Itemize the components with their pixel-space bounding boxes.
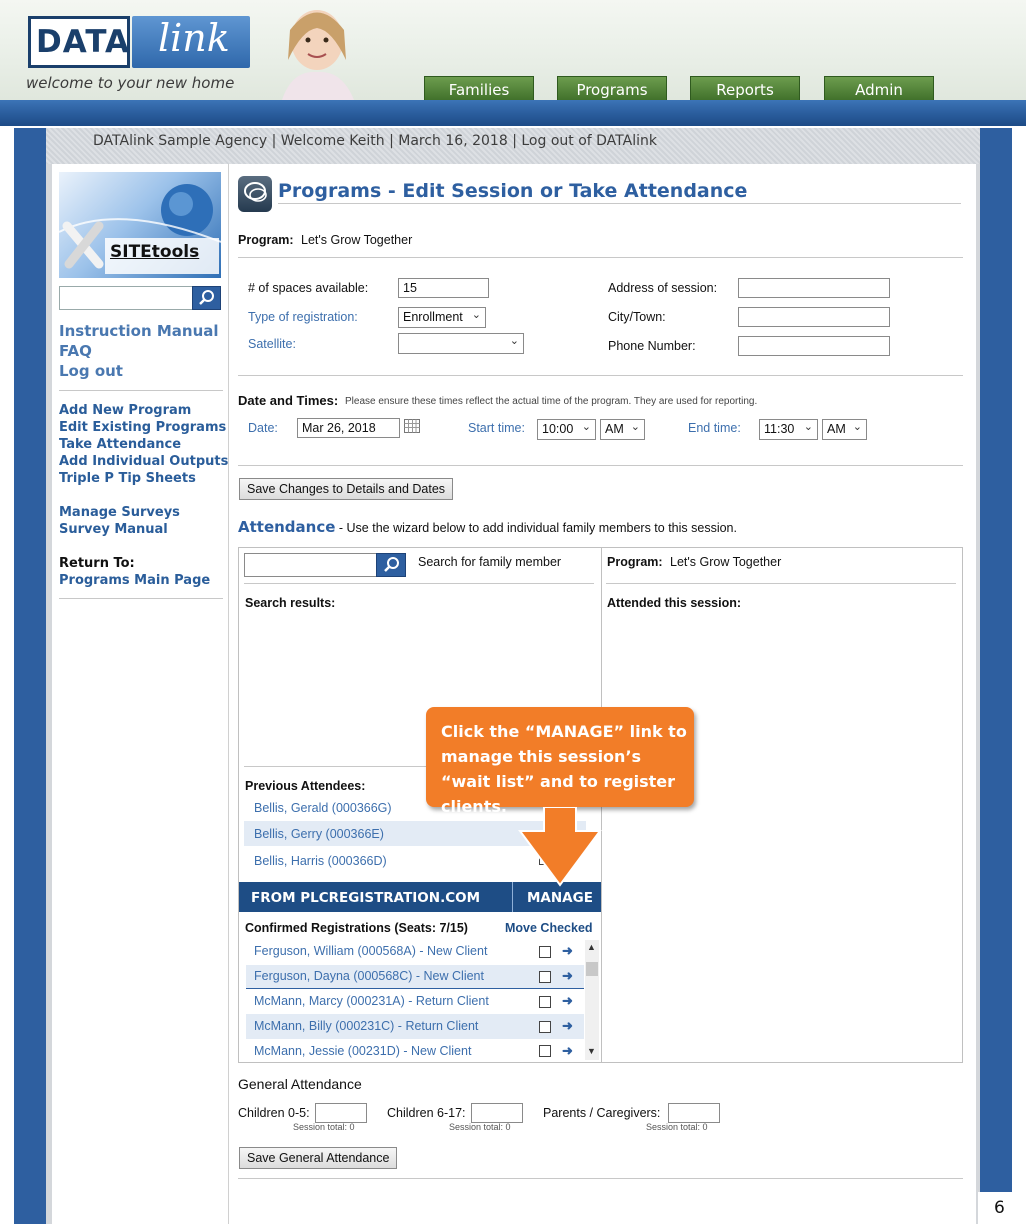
confirmed-registration-row[interactable]: McMann, Marcy (000231A) - Return Client	[254, 994, 489, 1008]
sidebar-search-input[interactable]	[59, 286, 193, 310]
end-time-label: End time:	[688, 421, 741, 435]
family-search-label: Search for family member	[418, 555, 562, 569]
chevron-down-icon: ⌄	[471, 309, 481, 321]
sidebar-return-to-label: Return To:	[59, 556, 135, 571]
right-program-name: Let's Grow Together	[670, 555, 782, 569]
nav-tab-reports[interactable]: Reports	[690, 76, 800, 102]
section-divider	[238, 257, 963, 258]
children-617-input[interactable]	[471, 1103, 523, 1123]
move-right-arrow-icon[interactable]: ➜	[562, 993, 573, 1008]
end-time-value: 11:30	[764, 422, 795, 436]
logo-link-text: link	[158, 16, 230, 60]
sidebar-divider	[59, 598, 223, 599]
separator: |	[389, 133, 394, 149]
section-divider	[238, 465, 963, 466]
city-label: City/Town:	[608, 310, 666, 324]
current-date: March 16, 2018	[398, 133, 508, 149]
datalink-logo	[22, 12, 252, 96]
address-input[interactable]	[738, 278, 890, 298]
confirmed-registration-row[interactable]: McMann, Billy (000231C) - Return Client	[254, 1019, 479, 1033]
registration-type-select[interactable]	[398, 307, 486, 328]
nav-tab-programs[interactable]: Programs	[557, 76, 667, 102]
separator: |	[512, 133, 517, 149]
callout-arrow-icon	[518, 807, 602, 887]
previous-attendees-label: Previous Attendees:	[245, 779, 366, 793]
sitetools-banner	[59, 172, 221, 278]
agency-name: DATAlink Sample Agency	[93, 133, 268, 149]
start-time-label: Start time:	[468, 421, 525, 435]
program-name: Let's Grow Together	[301, 233, 413, 247]
end-ampm-value: AM	[827, 422, 846, 436]
previous-attendee-row[interactable]: Bellis, Gerald (000366G)	[254, 801, 392, 815]
sidebar-link-instruction-manual[interactable]: Instruction Manual	[59, 322, 219, 340]
previous-attendee-row[interactable]: Bellis, Harris (000366D)	[254, 854, 387, 868]
chevron-down-icon: ⌄	[803, 421, 813, 433]
header-photo-girl	[262, 0, 372, 100]
confirmed-checkbox[interactable]	[539, 971, 551, 983]
chevron-down-icon: ⌄	[630, 421, 640, 433]
start-time-select[interactable]	[537, 419, 596, 440]
scroll-down-icon[interactable]: ▼	[587, 1046, 596, 1056]
panel-divider	[244, 583, 594, 584]
confirmed-checkbox[interactable]	[539, 946, 551, 958]
children-617-label: Children 6-17:	[387, 1106, 466, 1120]
dates-note: Please ensure these times reflect the actual time of the program. They are used for reporting.	[345, 396, 758, 407]
search-icon	[377, 554, 405, 576]
header-blue-bar	[0, 100, 1026, 126]
general-attendance-heading: General Attendance	[238, 1076, 362, 1092]
move-right-arrow-icon[interactable]: ➜	[562, 943, 573, 958]
scroll-up-icon[interactable]: ▲	[587, 942, 596, 952]
parents-label: Parents / Caregivers:	[543, 1106, 661, 1120]
end-ampm-select[interactable]	[822, 419, 867, 440]
parents-session-total: Session total: 0	[646, 1122, 708, 1132]
page-number: 6	[994, 1198, 1005, 1218]
title-underline	[278, 203, 961, 204]
children-617-session-total: Session total: 0	[449, 1122, 511, 1132]
sidebar-link-manage-surveys[interactable]: Manage Surveys	[59, 505, 180, 520]
move-right-arrow-icon[interactable]: ➜	[562, 968, 573, 983]
confirmed-registration-row[interactable]: McMann, Jessie (00231D) - New Client	[254, 1044, 472, 1058]
calendar-icon[interactable]	[404, 419, 420, 433]
registration-type-label: Type of registration:	[248, 310, 358, 324]
attendance-subheading: - Use the wizard below to add individual family members to this session.	[335, 521, 737, 535]
sidebar-link-add-individual-outputs[interactable]: Add Individual Outputs	[59, 454, 229, 469]
confirmed-registration-row[interactable]: Ferguson, William (000568A) - New Client	[254, 944, 488, 958]
sidebar-divider	[59, 390, 223, 391]
program-label: Program:	[238, 233, 294, 247]
attendance-heading-row	[238, 518, 737, 536]
satellite-select[interactable]	[398, 333, 524, 354]
move-right-arrow-icon[interactable]: ➜	[562, 1018, 573, 1033]
nav-tab-families[interactable]: Families	[424, 76, 534, 102]
plc-registration-label: FROM PLCREGISTRATION.COM	[251, 890, 481, 906]
sitetools-graphic	[59, 172, 221, 278]
phone-input[interactable]	[738, 336, 890, 356]
chevron-down-icon: ⌄	[852, 421, 862, 433]
confirmed-checkbox[interactable]	[539, 1045, 551, 1057]
start-ampm-value: AM	[605, 422, 624, 436]
registration-type-value: Enrollment	[403, 310, 463, 324]
phone-label: Phone Number:	[608, 339, 696, 353]
sidebar-link-edit-existing-programs[interactable]: Edit Existing Programs	[59, 420, 227, 435]
move-checked-link[interactable]: Move Checked	[505, 921, 593, 935]
date-label: Date:	[248, 421, 278, 435]
parents-input[interactable]	[668, 1103, 720, 1123]
save-details-button[interactable]: Save Changes to Details and Dates	[239, 478, 453, 500]
sidebar-link-triple-p-tip-sheets[interactable]: Triple P Tip Sheets	[59, 471, 196, 486]
logout-link[interactable]: Log out of DATAlink	[521, 133, 657, 149]
logo-tagline: welcome to your new home	[26, 74, 235, 92]
sidebar-link-logout[interactable]: Log out	[59, 362, 123, 380]
start-ampm-select[interactable]	[600, 419, 645, 440]
children-05-session-total: Session total: 0	[293, 1122, 355, 1132]
top-info-line	[93, 133, 657, 149]
chevron-down-icon: ⌄	[509, 335, 519, 347]
manage-callout-text: Click the “MANAGE” link to manage this session’s “wait list” and to register clients.	[441, 722, 687, 816]
site-header	[0, 0, 1026, 104]
confirmed-checkbox[interactable]	[539, 1021, 551, 1033]
nav-tab-admin[interactable]: Admin	[824, 76, 934, 102]
sidebar-link-add-new-program[interactable]: Add New Program	[59, 403, 192, 418]
previous-attendee-row[interactable]: Bellis, Gerry (000366E)	[254, 827, 384, 841]
move-right-arrow-icon[interactable]: ➜	[562, 1043, 573, 1058]
sidebar-link-take-attendance[interactable]: Take Attendance	[59, 437, 182, 452]
save-general-attendance-button[interactable]: Save General Attendance	[239, 1147, 397, 1169]
separator: |	[271, 133, 277, 149]
logo-data-text: DATA	[36, 24, 131, 60]
attendance-heading: Attendance	[238, 518, 336, 536]
plc-bar-divider	[512, 882, 513, 912]
scrollbar-thumb[interactable]	[586, 962, 598, 976]
right-program-label: Program:	[607, 555, 663, 569]
sidebar-link-programs-main-page[interactable]: Programs Main Page	[59, 573, 211, 588]
search-icon	[193, 287, 220, 309]
panel-divider	[606, 583, 956, 584]
satellite-label: Satellite:	[248, 337, 296, 351]
programs-icon	[238, 176, 272, 212]
confirmed-registrations-label: Confirmed Registrations (Seats: 7/15)	[245, 921, 468, 935]
start-time-value: 10:00	[542, 422, 574, 436]
welcome-text: Welcome Keith	[280, 133, 385, 149]
children-05-label: Children 0-5:	[238, 1106, 310, 1120]
confirmed-checkbox[interactable]	[539, 996, 551, 1008]
date-input[interactable]: Mar 26, 2018	[297, 418, 400, 438]
spaces-input[interactable]: 15	[398, 278, 489, 298]
sidebar-search-button[interactable]	[192, 286, 221, 310]
children-05-input[interactable]	[315, 1103, 367, 1123]
confirmed-registration-row[interactable]: Ferguson, Dayna (000568C) - New Client	[254, 969, 484, 983]
section-divider	[238, 375, 963, 376]
address-label: Address of session:	[608, 281, 718, 295]
section-divider	[238, 1178, 963, 1179]
search-results-label: Search results:	[245, 596, 336, 610]
sidebar-link-survey-manual[interactable]: Survey Manual	[59, 522, 168, 537]
manage-link[interactable]: MANAGE	[527, 890, 593, 906]
attended-session-label: Attended this session:	[607, 596, 742, 610]
spaces-label: # of spaces available:	[248, 281, 369, 295]
city-input[interactable]	[738, 307, 890, 327]
dates-heading: Date and Times:	[238, 393, 339, 408]
sidebar-link-faq[interactable]: FAQ	[59, 342, 92, 360]
end-time-select[interactable]	[759, 419, 818, 440]
chevron-down-icon: ⌄	[581, 421, 591, 433]
family-search-input[interactable]	[244, 553, 377, 577]
sitetools-label: SITEtools	[110, 242, 200, 262]
confirmed-list-scrollbar[interactable]	[585, 940, 599, 1060]
chat-bubble-icon	[238, 176, 272, 212]
family-search-button[interactable]	[376, 553, 406, 577]
page-title: Programs - Edit Session or Take Attendance	[278, 180, 748, 202]
